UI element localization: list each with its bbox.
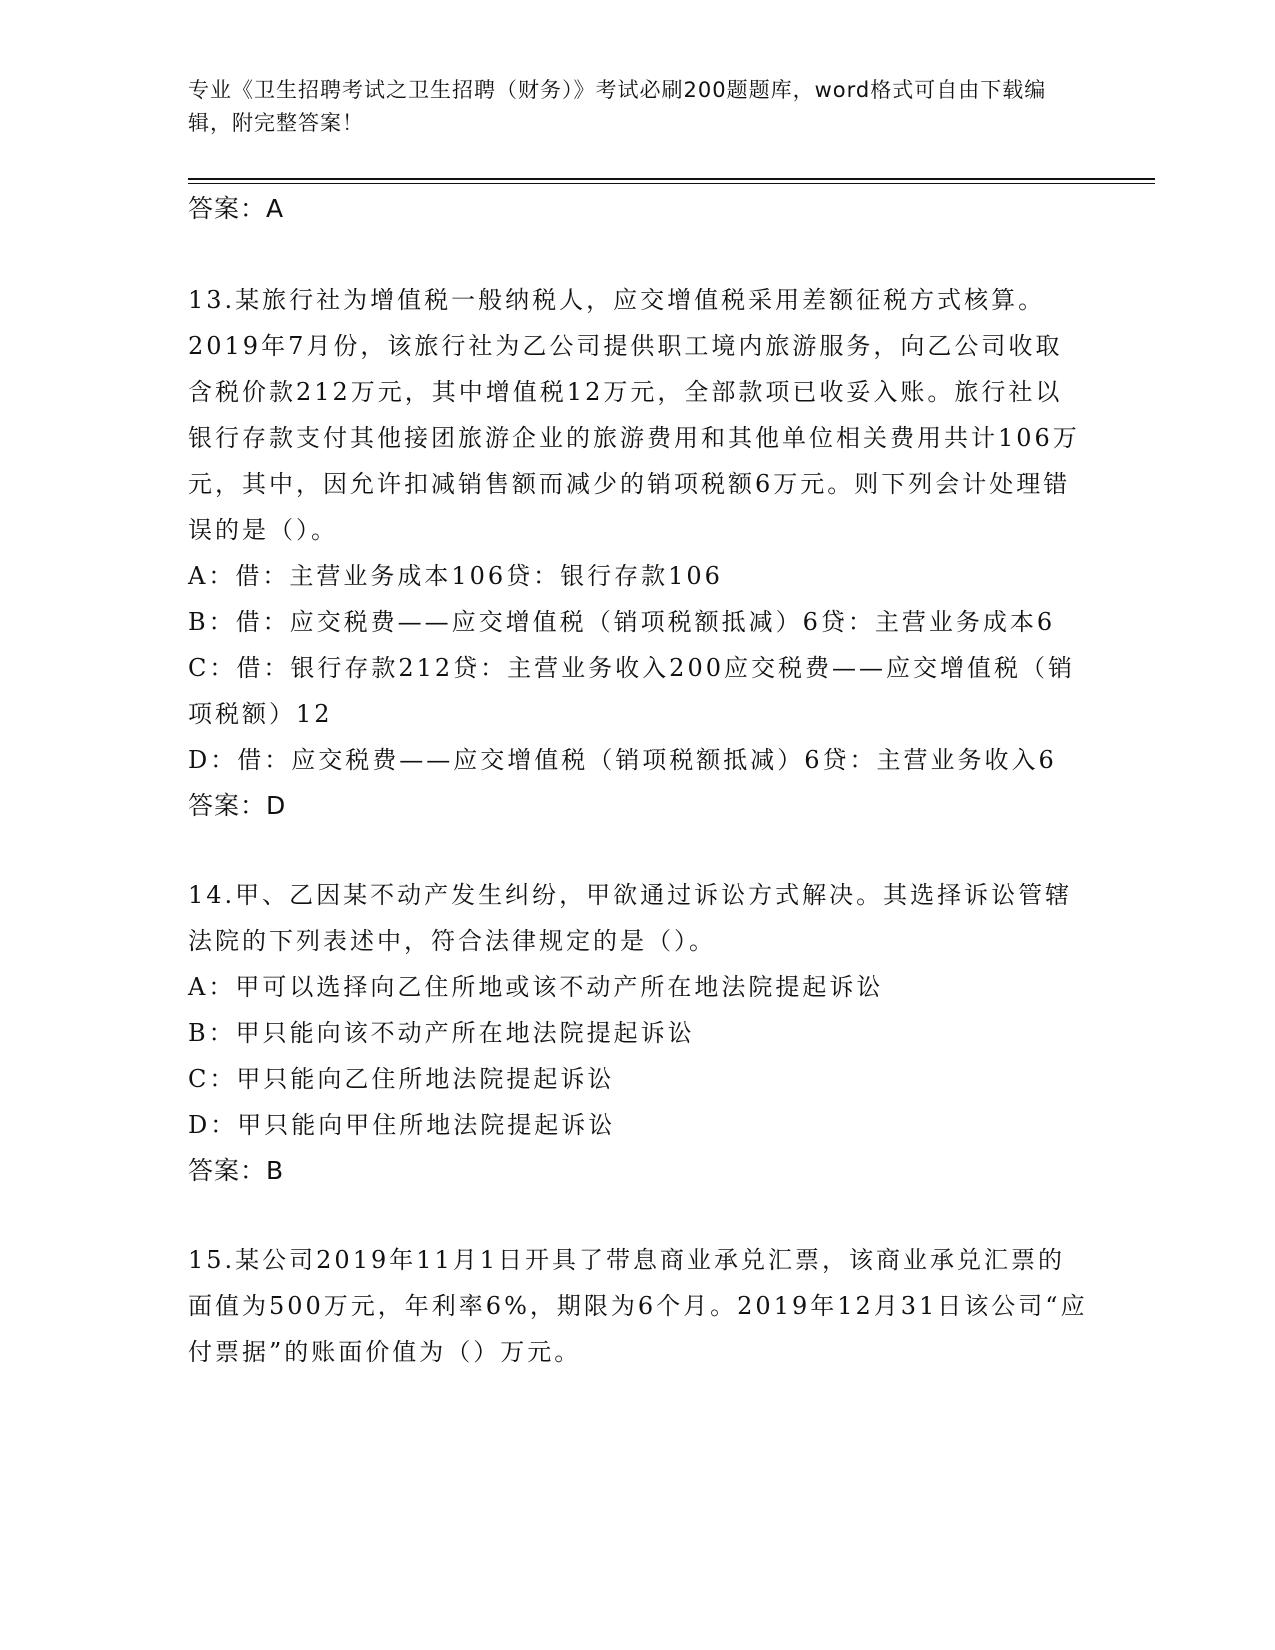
option-c: C：甲只能向乙住所地法院提起诉讼 (188, 1065, 615, 1093)
spacer (188, 1194, 1088, 1237)
option-b: B：借：应交税费——应交增值税（销项税额抵减）6贷：主营业务成本6 (188, 608, 1056, 636)
answer-line-q12: 答案：A (188, 194, 285, 223)
question-stem: 13.某旅行社为增值税一般纳税人，应交增值税采用差额征税方式核算。2019年7月份，该旅行社为乙公司提供职工境内旅游服务，向乙公司收取含税价款212万元，其中增值税12万元，全部款项已收妥入账。旅行社以银行存款支付其他接团旅游企业的旅游费用和其他单位相关费用共计106万元，其中，因允许扣减销售额而减少的销项税额6万元。则下列会计处理错误的是（）。 (188, 286, 1080, 544)
option-b: B：甲只能向该不动产所在地法院提起诉讼 (188, 1019, 695, 1047)
spacer (188, 829, 1088, 872)
document-header-title: 专业《卫生招聘考试之卫生招聘（财务）》考试必刷200题题库，word格式可自由下载编辑，附完整答案！ (188, 78, 1047, 135)
option-d: D：借：应交税费——应交增值税（销项税额抵减）6贷：主营业务收入6 (188, 746, 1057, 774)
question-stem: 14.甲、乙因某不动产发生纠纷，甲欲通过诉讼方式解决。其选择诉讼管辖法院的下列表述中，符合法律规定的是（）。 (188, 881, 1073, 955)
header-divider-thick (188, 178, 1155, 180)
option-a: A：借：主营业务成本106贷：银行存款106 (188, 562, 723, 590)
spacer (188, 232, 1088, 277)
header-divider-thin (188, 183, 1155, 184)
option-d: D：甲只能向甲住所地法院提起诉讼 (188, 1111, 616, 1139)
document-body (188, 186, 1088, 1375)
question-stem: 15.某公司2019年11月1日开具了带息商业承兑汇票，该商业承兑汇票的面值为500万元，年利率6%，期限为6个月。2019年12月31日该公司“应付票据”的账面价值为（）万元。 (188, 1246, 1088, 1366)
question-block-13 (188, 277, 1088, 829)
question-block-15 (188, 1237, 1088, 1375)
option-c: C：借：银行存款212贷：主营业务收入200应交税费——应交增值税（销项税额）12 (188, 654, 1075, 728)
option-a: A：甲可以选择向乙住所地或该不动产所在地法院提起诉讼 (188, 973, 884, 1001)
answer-line: 答案：B (188, 1156, 285, 1185)
question-block-14 (188, 872, 1088, 1194)
answer-line: 答案：D (188, 791, 287, 820)
